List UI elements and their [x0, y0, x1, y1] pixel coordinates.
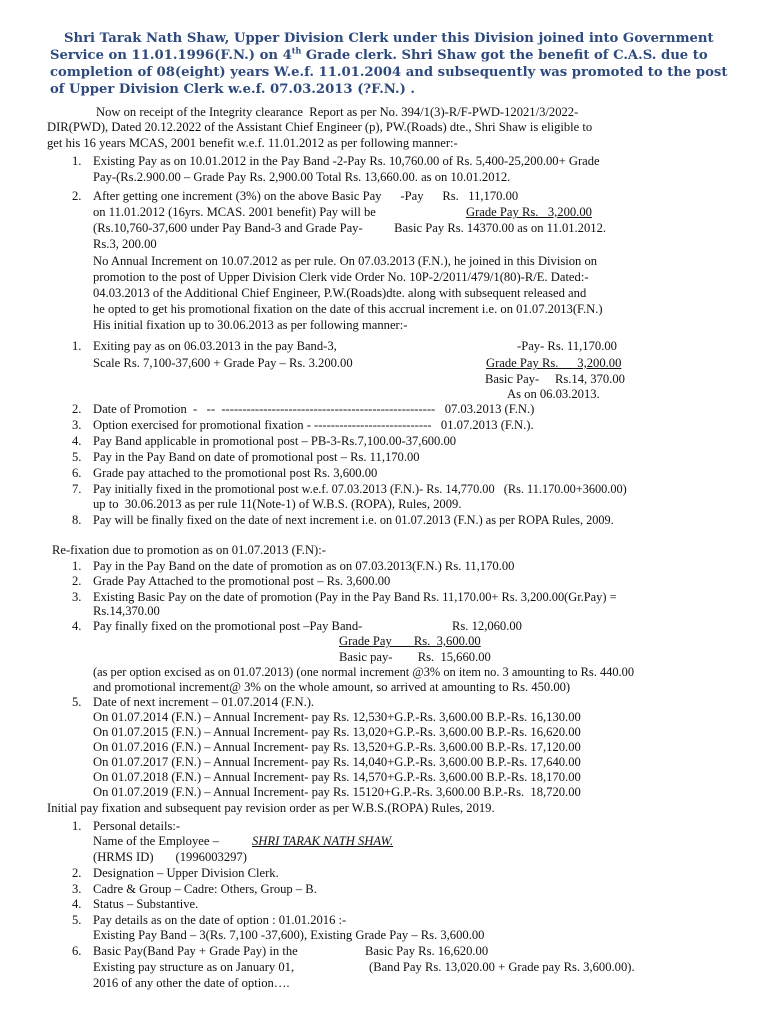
basic-pay-value: Basic Pay Rs. 16,620.00: [365, 944, 489, 958]
section-heading: Re-fixation due to promotion as on 01.07.2013 (F.N):-: [52, 543, 326, 557]
list-number: 6.: [72, 466, 82, 480]
increment-row: On 01.07.2014 (F.N.) – Annual Increment- pay Rs. 12,530+G.P.-Rs. 3,600.00 B.P.-Rs. 16,130.00: [93, 710, 581, 724]
list-item-text: Date of next increment – 01.07.2014 (F.N.).: [93, 695, 315, 709]
document-heading: [50, 30, 730, 98]
list-number: 2.: [72, 574, 82, 588]
hrms-id: (HRMS ID) (1996003297): [93, 850, 247, 864]
list-number: 4.: [72, 897, 82, 911]
list-number: 3.: [72, 882, 82, 896]
grade-pay-underlined: Grade Pay Rs. 3,600.00: [339, 634, 481, 648]
grade-pay-underlined: Grade Pay Rs. 3,200.00: [466, 205, 592, 219]
paragraph-line: he opted to get his promotional fixation on the date of this accrual increment i.e. on 01.07.2013(F.N.): [93, 302, 603, 316]
list-item-text: Existing Pay as on 10.01.2012 in the Pay Band -2-Pay Rs. 10,760.00 of Rs. 5,400-25,200.00+ Grade: [93, 154, 600, 168]
list-item-text: 2016 of any other the date of option….: [93, 976, 290, 990]
pay-value: -Pay- Rs. 11,170.00: [517, 339, 617, 353]
heading-superscript: th: [291, 45, 302, 56]
list-item-text: Existing pay structure as on January 01,: [93, 960, 295, 974]
list-number: 4.: [72, 619, 82, 633]
list-number: 2.: [72, 402, 82, 416]
list-item-text: Date of Promotion - -- --------------------------------------------------- 07.03.2013 (F.N.): [93, 402, 535, 416]
list-item-text: Basic Pay(Band Pay + Grade Pay) in the: [93, 944, 298, 958]
list-number: 1.: [72, 819, 82, 833]
intro-line-1: Now on receipt of the Integrity clearance Report as per No. 394/1(3)-R/F-PWD-12021/3/2022-: [96, 105, 579, 119]
paragraph-line: His initial fixation up to 30.06.2013 as per following manner:-: [93, 318, 408, 332]
list-item-text: Status – Substantive.: [93, 897, 199, 911]
list-item-text: Designation – Upper Division Clerk.: [93, 866, 279, 880]
list-item-text: up to 30.06.2013 as per rule 11(Note-1) of W.B.S. (ROPA), Rules, 2009.: [93, 497, 462, 511]
list-number: 2.: [72, 866, 82, 880]
increment-row: On 01.07.2017 (F.N.) – Annual Increment- pay Rs. 14,040+G.P.-Rs. 3,600.00 B.P.-Rs. 17,640.00: [93, 755, 581, 769]
increment-row: On 01.07.2019 (F.N.) – Annual Increment- pay Rs. 15120+G.P.-Rs. 3,600.00 B.P.-Rs. 18,720.00: [93, 785, 581, 799]
list-number: 2.: [72, 189, 82, 203]
heading-text-part1: Shri Tarak Nath Shaw, Upper Division Clerk under this Division joined into Government Service on 11.01.1996(F.N.) on 4: [50, 31, 714, 63]
list-item-text: Pay in the Pay Band on date of promotional post – Rs. 11,170.00: [93, 450, 420, 464]
band-pay-detail: (Band Pay Rs. 13,020.00 + Grade pay Rs. 3,600.00).: [369, 960, 635, 974]
list-item-text: Option exercised for promotional fixation - ---------------------------- 01.07.2013 (F.N.).: [93, 418, 534, 432]
list-item-text: Scale Rs. 7,100-37,600 + Grade Pay – Rs. 3.200.00: [93, 356, 353, 370]
pay-band-value: Rs. 12,060.00: [452, 619, 522, 633]
increment-row: On 01.07.2016 (F.N.) – Annual Increment- pay Rs. 13,520+G.P.-Rs. 3,600.00 B.P.-Rs. 17,120.00: [93, 740, 581, 754]
list-number: 1.: [72, 154, 82, 168]
list-item-text: Personal details:-: [93, 819, 181, 833]
list-item-text: Rs.3, 200.00: [93, 237, 157, 251]
employee-name: SHRI TARAK NATH SHAW.: [252, 834, 394, 848]
intro-line-2: DIR(PWD), Dated 20.12.2022 of the Assistant Chief Engineer (p), PW.(Roads) dte., Shri Shaw is eligible to: [47, 120, 593, 134]
list-item-text: Pay Band applicable in promotional post – PB-3-Rs.7,100.00-37,600.00: [93, 434, 457, 448]
list-item-text: Pay-(Rs.2.900.00 – Grade Pay Rs. 2,900.00 Total Rs. 13,660.00. as on 10.01.2012.: [93, 170, 511, 184]
list-number: 5.: [72, 450, 82, 464]
list-item-text: Pay initially fixed in the promotional post w.e.f. 07.03.2013 (F.N.)- Rs. 14,770.00 (Rs. 11.170.00+3600.00): [93, 482, 627, 496]
paragraph-line: 04.03.2013 of the Additional Chief Engineer, P.W.(Roads)dte. along with subsequent released and: [93, 286, 587, 300]
section-heading: Initial pay fixation and subsequent pay revision order as per W.B.S.(ROPA) Rules, 2019.: [47, 801, 495, 815]
increment-row: On 01.07.2018 (F.N.) – Annual Increment- pay Rs. 14,570+G.P.-Rs. 3,600.00 B.P.-Rs. 18,170.00: [93, 770, 581, 784]
list-item-text: Exiting pay as on 06.03.2013 in the pay Band-3,: [93, 339, 337, 353]
basic-pay-value: Basic pay- Rs. 15,660.00: [339, 650, 491, 664]
list-number: 3.: [72, 590, 82, 604]
list-number: 5.: [72, 695, 82, 709]
list-number: 7.: [72, 482, 82, 496]
list-item-text: Existing Pay Band – 3(Rs. 7,100 -37,600), Existing Grade Pay – Rs. 3,600.00: [93, 928, 485, 942]
list-number: 6.: [72, 944, 82, 958]
grade-pay-underlined: Grade Pay Rs. 3,200.00: [486, 356, 622, 370]
list-item-text: Pay in the Pay Band on the date of promotion as on 07.03.2013(F.N.) Rs. 11,170.00: [93, 559, 515, 573]
list-item-text: Pay will be finally fixed on the date of next increment i.e. on 01.07.2013 (F.N.) as per ROPA Rules, 2009.: [93, 513, 614, 527]
list-number: 4.: [72, 434, 82, 448]
list-item-text: Grade pay attached to the promotional post Rs. 3,600.00: [93, 466, 378, 480]
list-item-text: Pay details as on the date of option : 01.01.2016 :-: [93, 913, 347, 927]
list-number: 5.: [72, 913, 82, 927]
basic-pay-value: Basic Pay- Rs.14, 370.00: [485, 372, 625, 386]
list-item-text: Pay finally fixed on the promotional post –Pay Band-: [93, 619, 363, 633]
list-item-text: Existing Basic Pay on the date of promotion (Pay in the Pay Band Rs. 11,170.00+ Rs. 3,200.00(Gr.Pay) =: [93, 590, 617, 604]
list-item-text: Rs.14,370.00: [93, 604, 160, 618]
increment-row: On 01.07.2015 (F.N.) – Annual Increment- pay Rs. 13,020+G.P.-Rs. 3,600.00 B.P.-Rs. 16,620.00: [93, 725, 581, 739]
employee-name-label: Name of the Employee –: [93, 834, 219, 848]
paragraph-line: No Annual Increment on 10.07.2012 as per rule. On 07.03.2013 (F.N.), he joined in this Division on: [93, 254, 598, 268]
heading-text-part2: Grade clerk. Shri Shaw got the benefit of C.A.S. due to completion of 08(eight) years W.e.f. 11.01.2004 and subsequently was promoted to the post of Upper Division Clerk w.e.f. 07.03.2013 (?F.N.) .: [50, 48, 728, 97]
list-item-text: on 11.01.2012 (16yrs. MCAS. 2001 benefit) Pay will be: [93, 205, 376, 219]
list-item-text: Cadre & Group – Cadre: Others, Group – B.: [93, 882, 317, 896]
list-item-text: After getting one increment (3%) on the above Basic Pay -Pay Rs. 11,170.00: [93, 189, 519, 203]
as-on-date: As on 06.03.2013.: [507, 387, 600, 401]
paragraph-line: and promotional increment@ 3% on the whole amount, so arrived at amounting to Rs. 450.00): [93, 680, 571, 694]
list-number: 1.: [72, 339, 82, 353]
intro-line-3: get his 16 years MCAS, 2001 benefit w.e.f. 11.01.2012 as per following manner:-: [47, 136, 458, 150]
list-item-text: Grade Pay Attached to the promotional post – Rs. 3,600.00: [93, 574, 391, 588]
paragraph-line: (as per option excised as on 01.07.2013) (one normal increment @3% on item no. 3 amounting to Rs. 440.00: [93, 665, 635, 679]
list-item-text: (Rs.10,760-37,600 under Pay Band-3 and Grade Pay- Basic Pay Rs. 14370.00 as on 11.01.2012.: [93, 221, 607, 235]
paragraph-line: promotion to the post of Upper Division Clerk vide Order No. 10P-2/2011/479/1(80)-R/E. Dated:-: [93, 270, 589, 284]
list-number: 1.: [72, 559, 82, 573]
list-number: 8.: [72, 513, 82, 527]
list-number: 3.: [72, 418, 82, 432]
